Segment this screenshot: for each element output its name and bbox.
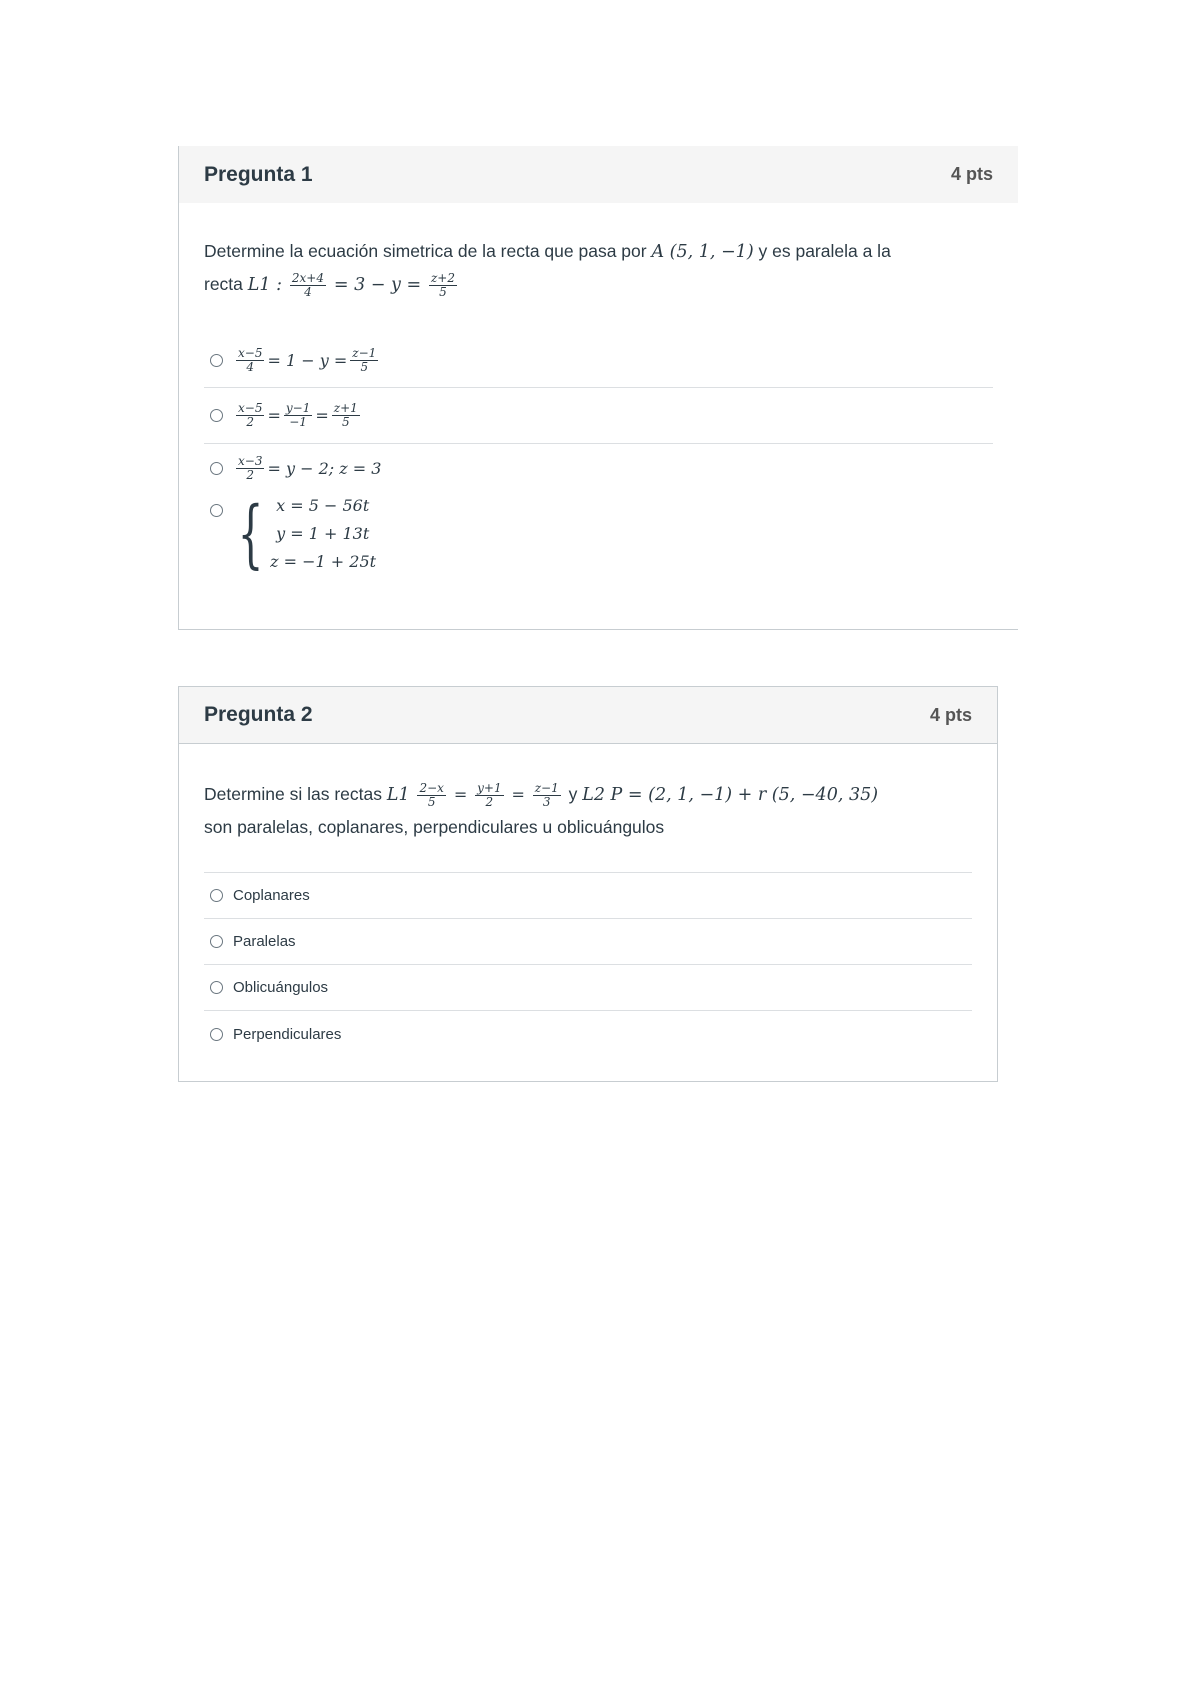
fraction: $\frac{x-5}{2}$ [238,401,263,429]
question-title: Pregunta 1 [204,162,313,186]
question-text-part: y es paralela a la [753,241,891,261]
line-l1-label: L1 : [247,275,282,295]
answer-option[interactable] [204,965,972,1011]
question-text-part: Determine la ecuación simetrica de la recta que pasa por [204,241,652,261]
system-line: y = 1 + 13t [276,524,370,543]
fraction: $\frac{x-3}{2}$ [238,453,263,482]
answer-option[interactable] [204,1011,972,1057]
radio-button[interactable] [210,935,223,948]
question-points: 4 pts [929,704,972,725]
brace-icon: { [237,491,264,577]
answer-list [204,334,993,582]
radio-button[interactable] [210,504,223,517]
answer-list [204,872,972,1057]
equals-sign: = [315,406,329,425]
system-lines [270,492,376,576]
question-text-part: y [563,784,583,804]
line-l1-label: L1 [386,785,410,805]
question-2-card [178,686,998,1082]
point-a: A (5, 1, −1) [651,242,754,262]
fraction: $\frac{x-5}{4}$ [238,346,263,374]
fraction: $\frac{z+2}{5}$ [430,270,455,299]
question-points: 4 pts [950,164,993,184]
radio-button[interactable] [210,462,223,475]
equals-sign: = [511,785,525,804]
answer-option[interactable] [204,444,993,492]
question-text-part: son paralelas, coplanares, perpendiculares u oblicuángulos [204,817,665,837]
line-l2-expression: L2 P = (2, 1, −1) + r (5, −40, 35) [582,785,879,805]
answer-option[interactable] [204,492,993,582]
question-2-text [179,778,997,843]
fraction: $\frac{z-1}{3}$ [534,780,559,809]
fraction: $\frac{y+1}{2}$ [477,780,502,809]
radio-button[interactable] [210,889,223,902]
answer-label: Oblicuángulos [233,979,329,996]
radio-button[interactable] [210,981,223,994]
equals-sign: = [453,785,468,804]
answer-label: Coplanares [233,887,310,904]
question-text-part: Determine si las rectas [204,784,387,804]
answer-label: Paralelas [233,933,296,950]
radio-button[interactable] [210,409,223,422]
answer-option[interactable] [204,334,993,388]
answer-option[interactable] [204,873,972,919]
answer-option[interactable] [204,388,993,444]
fraction: $\frac{2-x}{5}$ [419,780,444,809]
answer-option[interactable] [204,919,972,965]
equation-system [233,492,376,576]
system-line: x = 5 − 56t [276,496,370,515]
question-title: Pregunta 2 [204,703,313,726]
fraction: $\frac{2x+4}{4}$ [291,270,324,299]
fraction: $\frac{y-1}{-1}$ [285,401,311,429]
fraction: $\frac{z+1}{5}$ [333,401,358,429]
question-1-header [179,146,1018,203]
equation-part: = 1 − y = [267,351,348,370]
radio-button[interactable] [210,354,223,367]
question-text-part: recta [204,274,248,294]
equation-part: = 3 − y = [333,275,422,295]
question-1-card [178,146,1018,630]
question-2-header [179,687,997,744]
equals-sign: = [267,406,281,425]
fraction: $\frac{z-1}{5}$ [352,346,377,374]
equation-part: = y − 2; z = 3 [267,458,382,478]
radio-button[interactable] [210,1028,223,1041]
answer-label: Perpendiculares [233,1025,342,1043]
system-line: z = −1 + 25t [270,552,377,571]
question-1-text [179,235,1018,301]
